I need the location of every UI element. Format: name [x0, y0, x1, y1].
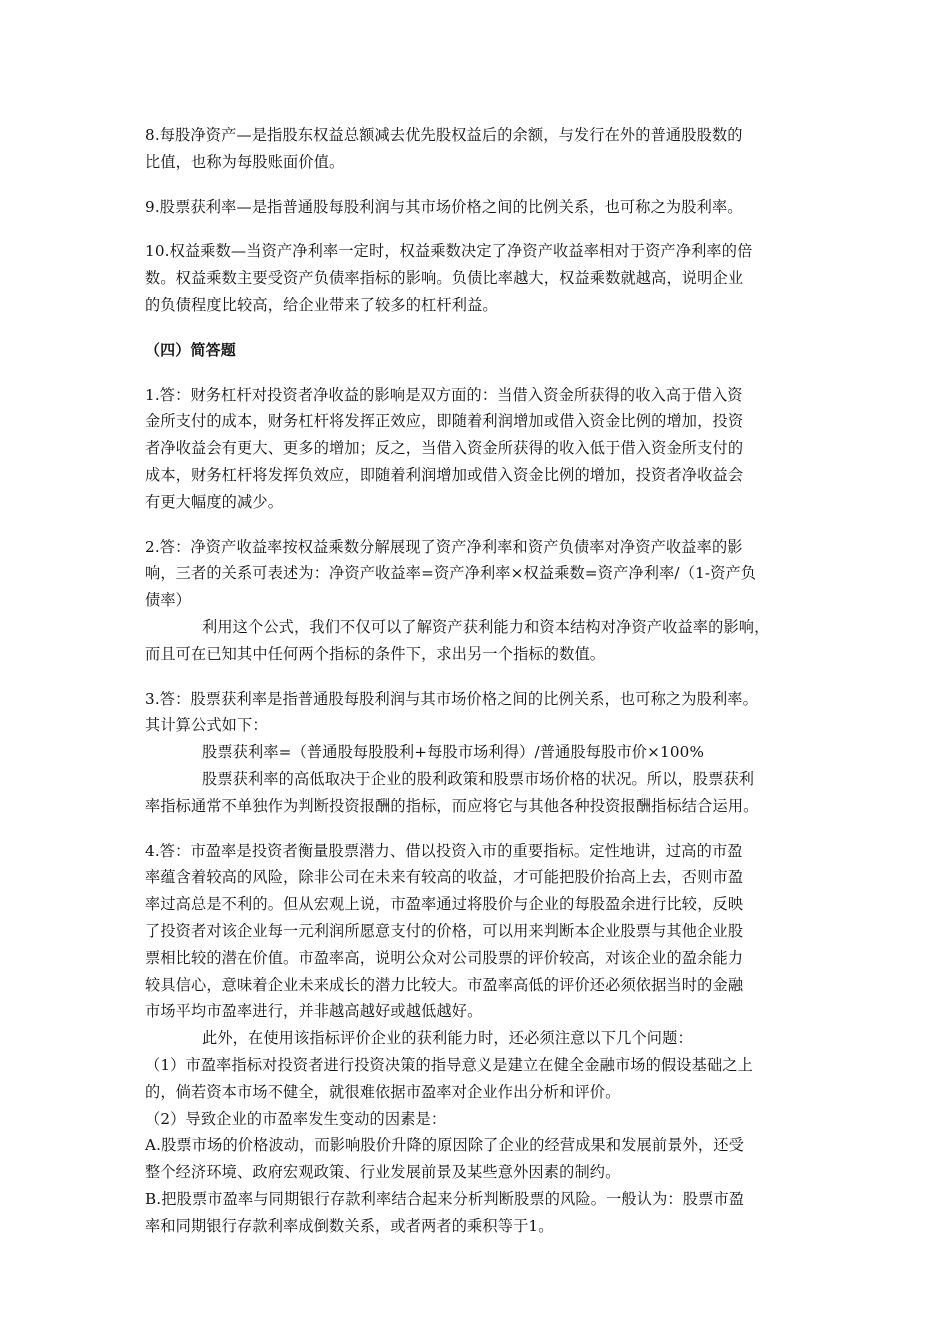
text-line: 整个经济环境、政府宏观政策、行业发展前景及某些意外因素的制约。 — [145, 1163, 621, 1182]
text-line: 金所支付的成本，财务杠杆将发挥正效应，即随着利润增加或借入资金比例的增加，投资 — [145, 412, 744, 431]
text-line: 债率） — [145, 591, 192, 610]
text-line: B.把股票市盈率与同期银行存款利率结合起来分析判断股票的风险。一般认为：股票市盈 — [145, 1189, 745, 1208]
text-line: 9.股票获利率—是指普通股每股利润与其市场价格之间的比例关系，也可称之为股利率。 — [145, 197, 743, 216]
text-line: 利用这个公式，我们不仅可以了解资产获利能力和资本结构对净资产收益率的影响， — [202, 617, 770, 636]
text-line: 率指标通常不单独作为判断投资报酬的指标，而应将它与其他各种投资报酬指标结合运用。 — [145, 796, 759, 815]
text-line: （1）市盈率指标对投资者进行投资决策的指导意义是建立在健全金融市场的假设基础之上 — [145, 1055, 753, 1074]
text-line: 的，倘若资本市场不健全，就很难依据市盈率对企业作出分析和评价。 — [145, 1082, 621, 1101]
text-line: 市场平均市盈率进行，并非越高越好或越低越好。 — [145, 1002, 483, 1021]
paragraph — [145, 238, 815, 318]
section-heading — [145, 337, 815, 364]
text-line: A.股票市场的价格波动，而影响股价升降的原因除了企业的经营成果和发展前景外，还受 — [145, 1136, 744, 1155]
text-line: 此外，在使用该指标评价企业的获利能力时，还必须注意以下几个问题： — [202, 1029, 693, 1048]
text-line: 者净收益会有更大、更多的增加；反之，当借入资金所获得的收入低于借入资金所支付的 — [145, 439, 744, 458]
paragraph — [145, 686, 815, 820]
text-line: 成本，财务杠杆将发挥负效应，即随着利润增加或借入资金比例的增加，投资者净收益会 — [145, 465, 744, 484]
text-line: 较具信心，意味着企业未来成长的潜力比较大。市盈率高低的评价还必须依据当时的金融 — [145, 975, 744, 994]
text-line: 的负债程度比较高，给企业带来了较多的杠杆利益。 — [145, 295, 498, 314]
text-line: 股票获利率的高低取决于企业的股利政策和股票市场价格的状况。所以，股票获利 — [202, 769, 755, 788]
text-line: 票相比较的潜在价值。市盈率高，说明公众对公司股票的评价较高，对该企业的盈余能力 — [145, 948, 744, 967]
text-line: 4.答：市盈率是投资者衡量股票潜力、借以投资入市的重要指标。定性地讲，过高的市盈 — [145, 841, 743, 860]
paragraph-gap — [145, 364, 815, 382]
text-line: （四）简答题 — [145, 340, 236, 359]
text-line: 率过高总是不利的。但从宏观上说，市盈率通过将股价与企业的每股盈余进行比较，反映 — [145, 895, 744, 914]
paragraph-gap — [145, 516, 815, 534]
text-line: 而且可在已知其中任何两个指标的条件下，求出另一个指标的数值。 — [145, 644, 606, 663]
paragraph — [145, 194, 815, 221]
paragraph — [145, 382, 815, 516]
text-line: 有更大幅度的减少。 — [145, 492, 284, 511]
text-line: 股票获利率=（普通股每股股利+每股市场利得）/普通股每股市价×100% — [202, 743, 705, 762]
paragraph — [145, 534, 815, 668]
text-line: 数。权益乘数主要受资产负债率指标的影响。负债比率越大，权益乘数就越高，说明企业 — [145, 269, 744, 288]
paragraph-gap — [145, 820, 815, 838]
paragraph-gap — [145, 176, 815, 194]
document-body — [145, 122, 815, 1239]
text-line: 8.每股净资产—是指股东权益总额减去优先股权益后的余额，与发行在外的普通股股数的 — [145, 126, 743, 144]
text-line: 10.权益乘数—当资产净利率一定时，权益乘数决定了净资产收益率相对于资产净利率的倍 — [145, 242, 753, 261]
text-line: 了投资者对该企业每一元利润所愿意支付的价格，可以用来判断本企业股票与其他企业股 — [145, 921, 744, 940]
text-line: 率和同期银行存款利率成倒数关系，或者两者的乘积等于1。 — [145, 1216, 554, 1235]
text-line: （2）导致企业的市盈率发生变动的因素是： — [145, 1109, 447, 1128]
paragraph — [145, 122, 815, 176]
paragraph-gap — [145, 668, 815, 686]
text-line: 其计算公式如下： — [145, 716, 268, 735]
text-line: 2.答：净资产收益率按权益乘数分解展现了资产净利率和资产负债率对净资产收益率的影 — [145, 537, 743, 556]
text-line: 比值，也称为每股账面价值。 — [145, 152, 345, 171]
text-line: 3.答：股票获利率是指普通股每股利润与其市场价格之间的比例关系，也可称之为股利率。 — [145, 689, 758, 708]
paragraph — [145, 838, 815, 1240]
text-line: 响，三者的关系可表述为：净资产收益率=资产净利率×权益乘数=资产净利率/（1-资产负 — [145, 564, 757, 583]
text-line: 1.答：财务杠杆对投资者净收益的影响是双方面的：当借入资金所获得的收入高于借入资 — [145, 385, 743, 404]
text-line: 率蕴含着较高的风险，除非公司在未来有较高的收益，才可能把股价抬高上去，否则市盈 — [145, 868, 744, 887]
paragraph-gap — [145, 319, 815, 337]
paragraph-gap — [145, 220, 815, 238]
